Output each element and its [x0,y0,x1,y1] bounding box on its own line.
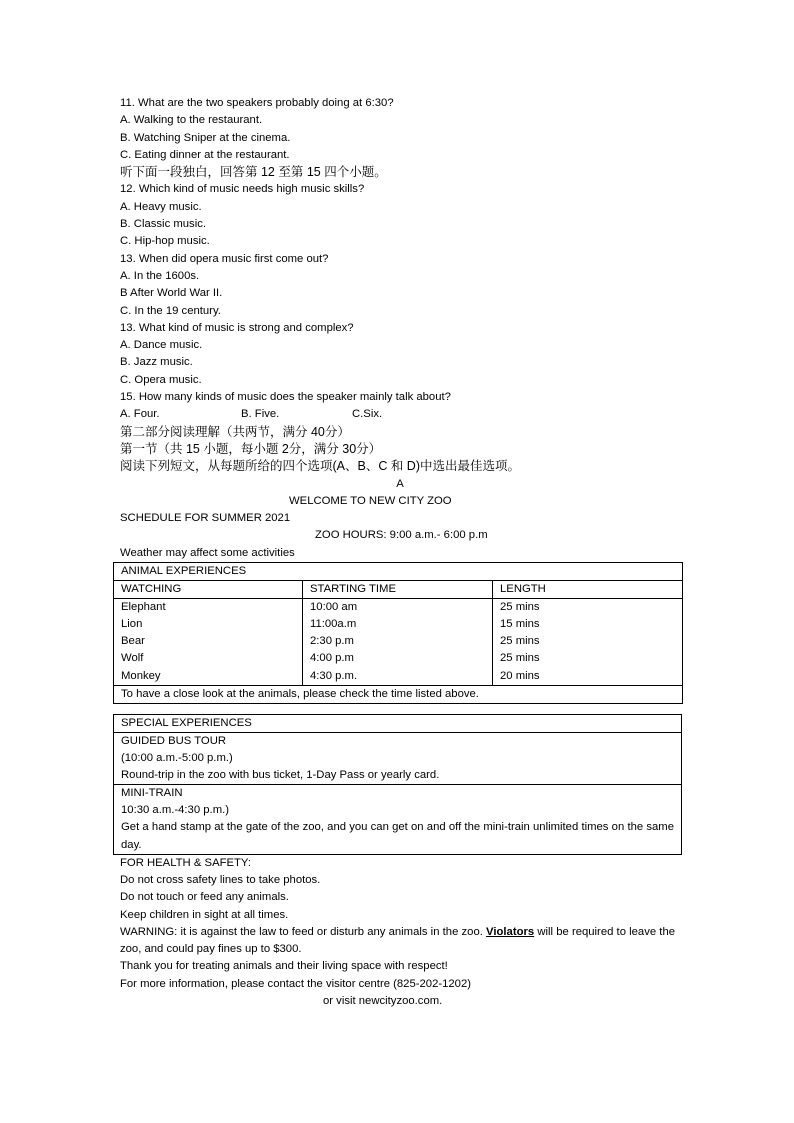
contact-line: For more information, please contact the visitor centre (825-202-1202) [120,977,472,990]
safety-rule: Do not touch or feed any animals. [120,891,289,904]
visit-line: or visit newcityzoo.com. [323,994,443,1007]
header-starting-time: STARTING TIME [303,581,493,599]
exam-page [120,95,680,1010]
option-15-c: C.Six. [352,408,383,421]
option-13-a: A. In the 1600s. [120,269,200,282]
warning-violators: Violators [486,925,535,938]
warning-text: WARNING: it is against the law to feed or disturb any animals in the zoo. [120,925,483,938]
thanks-line: Thank you for treating animals and their living space with respect! [120,960,448,973]
reading-section-title: 第一节（共 15 小题，每小题 2分，满分 30分） [120,441,382,456]
option-11-b: B. Watching Sniper at the cinema. [120,131,291,144]
option-11-a: A. Walking to the restaurant. [120,114,263,127]
option-15-b: B. Five. [241,408,280,421]
question-14: 13. What kind of music is strong and complex? [120,321,354,334]
option-12-c: C. Hip-hop music. [120,235,210,248]
warning-paragraph [120,924,675,958]
option-13-c: C. In the 19 century. [120,304,221,317]
option-12-b: B. Classic music. [120,218,206,231]
option-14-b: B. Jazz music. [120,356,193,369]
monologue-intro: 听下面一段独白，回答第 12 至第 15 四个小题。 [120,165,387,180]
question-11: 11. What are the two speakers probably doing at 6:30? [120,97,394,109]
animal-experiences-table [113,562,683,704]
start-time: 4:00 p.m [310,652,354,665]
animal-name: Monkey [121,669,161,682]
reading-part-title: 第二部分阅读理解（共两节，满分 40分） [120,424,350,439]
start-time: 10:00 am [310,601,358,614]
option-12-a: A. Heavy music. [120,200,202,213]
option-14-c: C. Opera music. [120,373,202,386]
question-15: 15. How many kinds of music does the speaker mainly talk about? [120,391,451,404]
duration: 15 mins [500,618,540,631]
warning-text-end: will be required to leave the zoo, and could pay fines up to $300. [120,925,676,956]
mini-train-desc: Get a hand stamp at the gate of the zoo, and you can get on and off the mini-train unlimited times on the same day. [121,821,674,851]
bus-tour-time: (10:00 a.m.-5:00 p.m.) [121,751,233,764]
option-15-a: A. Four. [120,408,160,421]
animal-name: Wolf [121,652,144,665]
option-13-b: B After World War II. [120,287,223,300]
duration: 25 mins [500,635,540,648]
header-watching: WATCHING [114,581,303,599]
start-time: 11:00a.m [310,618,357,631]
options-15 [120,406,680,423]
zoo-hours: ZOO HOURS: 9:00 a.m.- 6:00 p.m [315,529,488,542]
mini-train-time: 10:30 a.m.-4:30 p.m.) [121,804,229,817]
bus-tour-title: GUIDED BUS TOUR [121,734,227,747]
start-time: 2:30 p.m [310,635,354,648]
animal-name: Elephant [121,601,166,614]
safety-title: FOR HEALTH & SAFETY: [120,856,251,869]
animal-table-footer: To have a close look at the animals, please check the time listed above. [114,685,683,703]
mini-train-title: MINI-TRAIN [121,787,183,800]
animal-name: Bear [121,635,145,648]
duration: 25 mins [500,652,540,665]
option-14-a: A. Dance music. [120,339,203,352]
passage-letter: A [396,477,404,490]
bus-tour-desc: Round-trip in the zoo with bus ticket, 1-Day Pass or yearly card. [121,769,440,782]
option-11-c: C. Eating dinner at the restaurant. [120,148,290,161]
safety-rule: Do not cross safety lines to take photos. [120,874,321,887]
passage-title: WELCOME TO NEW CITY ZOO [289,494,452,507]
weather-note: Weather may affect some activities [120,546,295,559]
special-experiences-table [113,714,682,855]
safety-rule: Keep children in sight at all times. [120,908,289,921]
question-13: 13. When did opera music first come out? [120,252,329,265]
start-time: 4:30 p.m. [310,669,358,682]
special-table-title: SPECIAL EXPERIENCES [114,714,682,732]
duration: 20 mins [500,669,540,682]
schedule-heading: SCHEDULE FOR SUMMER 2021 [120,512,291,525]
animal-table-title: ANIMAL EXPERIENCES [114,563,683,581]
animal-name: Lion [121,618,143,631]
table-row [114,599,683,685]
duration: 25 mins [500,601,540,614]
question-12: 12. Which kind of music needs high music skills? [120,183,365,196]
header-length: LENGTH [493,581,683,599]
reading-instruction: 阅读下列短文，从每题所给的四个选项(A、B、C 和 D)中选出最佳选项。 [120,459,521,474]
